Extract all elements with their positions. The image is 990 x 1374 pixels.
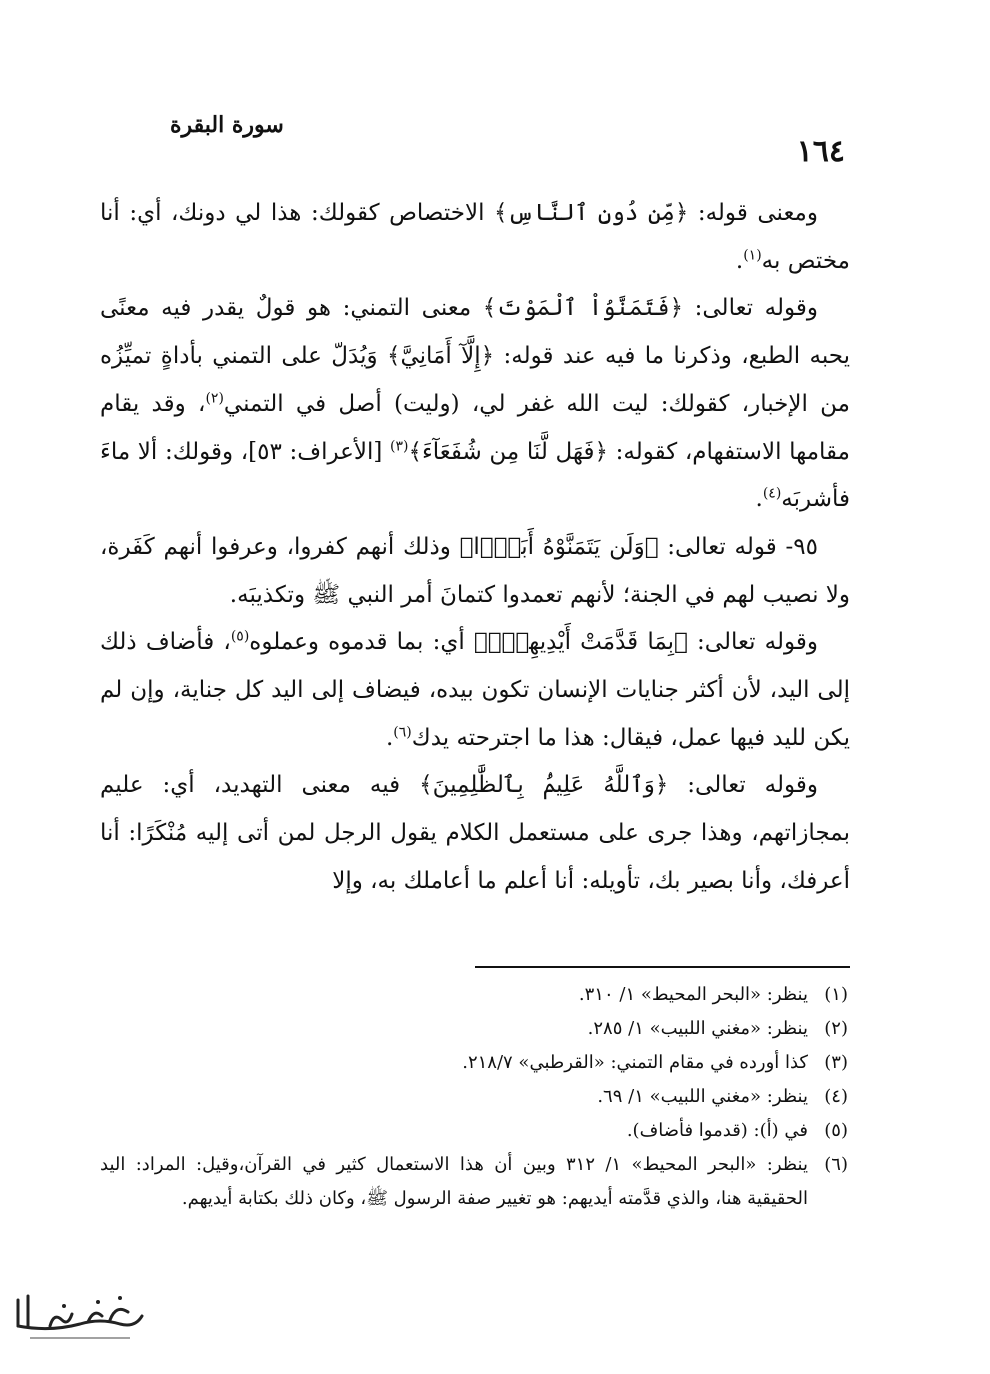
footnote-text: في (أ): (قدموا فأضاف). xyxy=(626,1120,808,1141)
footnote-text: ينظر: «البحر المحيط» ١/ ٣١٠. xyxy=(578,984,808,1005)
footnote-text: ينظر: «مغني اللبيب» ١/ ٢٨٥. xyxy=(587,1018,808,1039)
footnote-marker[interactable]: (١) xyxy=(743,247,762,264)
text-run: . xyxy=(735,247,744,274)
text-run: . xyxy=(755,486,763,513)
quran-verse: ﴿مِّن دُونِ ٱلنَّاسِ﴾ xyxy=(494,200,689,226)
paragraph xyxy=(100,762,850,905)
text-run: معنى التمني: هو قولٌ يقدر فيه معنًى يحبه الطبع، وذكرنا ما فيه عند قوله: xyxy=(100,295,851,370)
footnote-text: كذا أورده في مقام التمني: «القرطبي» ٢١٨/٧. xyxy=(462,1052,808,1073)
running-title: سورة البقرة xyxy=(170,112,284,138)
footnote-marker[interactable]: (٣) xyxy=(390,437,409,454)
text-run: [الأعراف: ٥٣]، وقولك: ألا ماءَ فأشربَه xyxy=(100,438,850,513)
text-run: وقوله تعالى: xyxy=(687,629,818,656)
text-run: وذلك أنهم كفروا، وعرفوا أنهم كَفَرة، ولا نصيب لهم في الجنة؛ لأنهم تعمدوا كتمانَ أمر النبي ﷺ وتكذيبَه. xyxy=(100,533,850,608)
footnotes xyxy=(100,978,848,1216)
footnote-number: (١) xyxy=(824,984,848,1005)
text-run: . xyxy=(385,724,394,751)
quran-verse: ﴿وَلَن يَتَمَنَّوْهُ أَبَدَۢا﴾ xyxy=(459,533,659,560)
quran-verse: ﴿إِلَّآ أَمَانِيَّ﴾ xyxy=(387,343,495,370)
page-header xyxy=(170,112,845,172)
footnote-item xyxy=(100,1114,848,1148)
footnote-number: (٥) xyxy=(824,1120,848,1141)
text-run: وقوله تعالى: xyxy=(683,295,818,322)
text-run: ، وقد يقام مقامها الاستفهام، كقوله: xyxy=(100,390,850,465)
quran-verse: ﴿وَٱللَّهُ عَلِيمُۢ بِٱلظَّٰلِمِينَ﴾ xyxy=(419,772,669,799)
footnote-number: (٤) xyxy=(824,1086,848,1107)
text-run: فيه معنى التهديد، أي: عليم بمجازاتهم، وهذا جرى على مستعمل الكلام يقول الرجل لمن أتى إليه مُنْكَرًا: أنا أعرفك، وأنا بصير بك، تأويله: أنا أعلم ما أعاملك به، وإلا xyxy=(100,772,850,894)
footnote-marker[interactable]: (٦) xyxy=(393,724,412,741)
footnote-marker[interactable]: (٥) xyxy=(230,628,250,645)
paragraph xyxy=(100,190,850,285)
text-run: ٩٥- قوله تعالى: xyxy=(658,533,818,560)
text-run: ، فأضاف ذلك إلى اليد، لأن أكثر جنايات الإنسان تكون بيده، فيضاف إلى اليد كل جناية، وإن لم يكن لليد فيها عمل، فيقال: هذا ما اجترحته يدك xyxy=(100,629,850,751)
footnote-text: ينظر: «مغني اللبيب» ١/ ٦٩. xyxy=(597,1086,808,1107)
quran-verse: ﴿فَهَل لَّنَا مِن شُفَعَآءَ﴾ xyxy=(408,438,608,465)
text-run: وَيُدَلّ على التمني بأداةٍ تميِّزُه من الإخبار، كقولك: ليت الله غفر لي، (وليت) أصل في التمني xyxy=(100,343,850,417)
footnote-item xyxy=(100,1046,848,1080)
text-run: الاختصاص كقولك: هذا لي دونك، أي: أنا مختص به xyxy=(100,200,850,274)
footnote-item xyxy=(100,1148,848,1216)
footnote-separator xyxy=(475,966,850,968)
quran-verse: ﴿بِمَا قَدَّمَتْ أَيْدِيهِمْۚ﴾ xyxy=(473,629,688,656)
text-run: أي: بما قدموه وعملوه xyxy=(249,629,474,656)
footnote-number: (٦) xyxy=(824,1154,848,1175)
footnote-marker[interactable]: (٢) xyxy=(205,390,224,407)
paragraph xyxy=(100,524,850,619)
footnote-marker[interactable]: (٤) xyxy=(762,485,782,502)
footnote-number: (٣) xyxy=(824,1052,848,1073)
footnote-item xyxy=(100,978,848,1012)
paragraph xyxy=(100,619,850,762)
publisher-logo xyxy=(10,1286,150,1346)
footnote-number: (٢) xyxy=(824,1018,848,1039)
footnote-item xyxy=(100,1012,848,1046)
footnote-item xyxy=(100,1080,848,1114)
quran-verse: ﴿فَتَمَنَّوُاْ ٱلْمَوْتَ﴾ xyxy=(482,295,684,322)
page-number: ١٦٤ xyxy=(796,134,845,169)
text-run: وقوله تعالى: xyxy=(668,772,818,799)
paragraph xyxy=(100,285,850,524)
footnote-text: ينظر: «البحر المحيط» ١/ ٣١٢ وبين أن هذا الاستعمال كثير في القرآن،وقيل: المراد: اليد الحقيقية هنا، والذي قدَّمته أيديهم: هو تغيير صفة الرسول ﷺ، وكان ذلك بكتابة أيديهم. xyxy=(100,1154,809,1209)
main-text xyxy=(100,190,850,906)
text-run: ومعنى قوله: xyxy=(688,200,818,226)
